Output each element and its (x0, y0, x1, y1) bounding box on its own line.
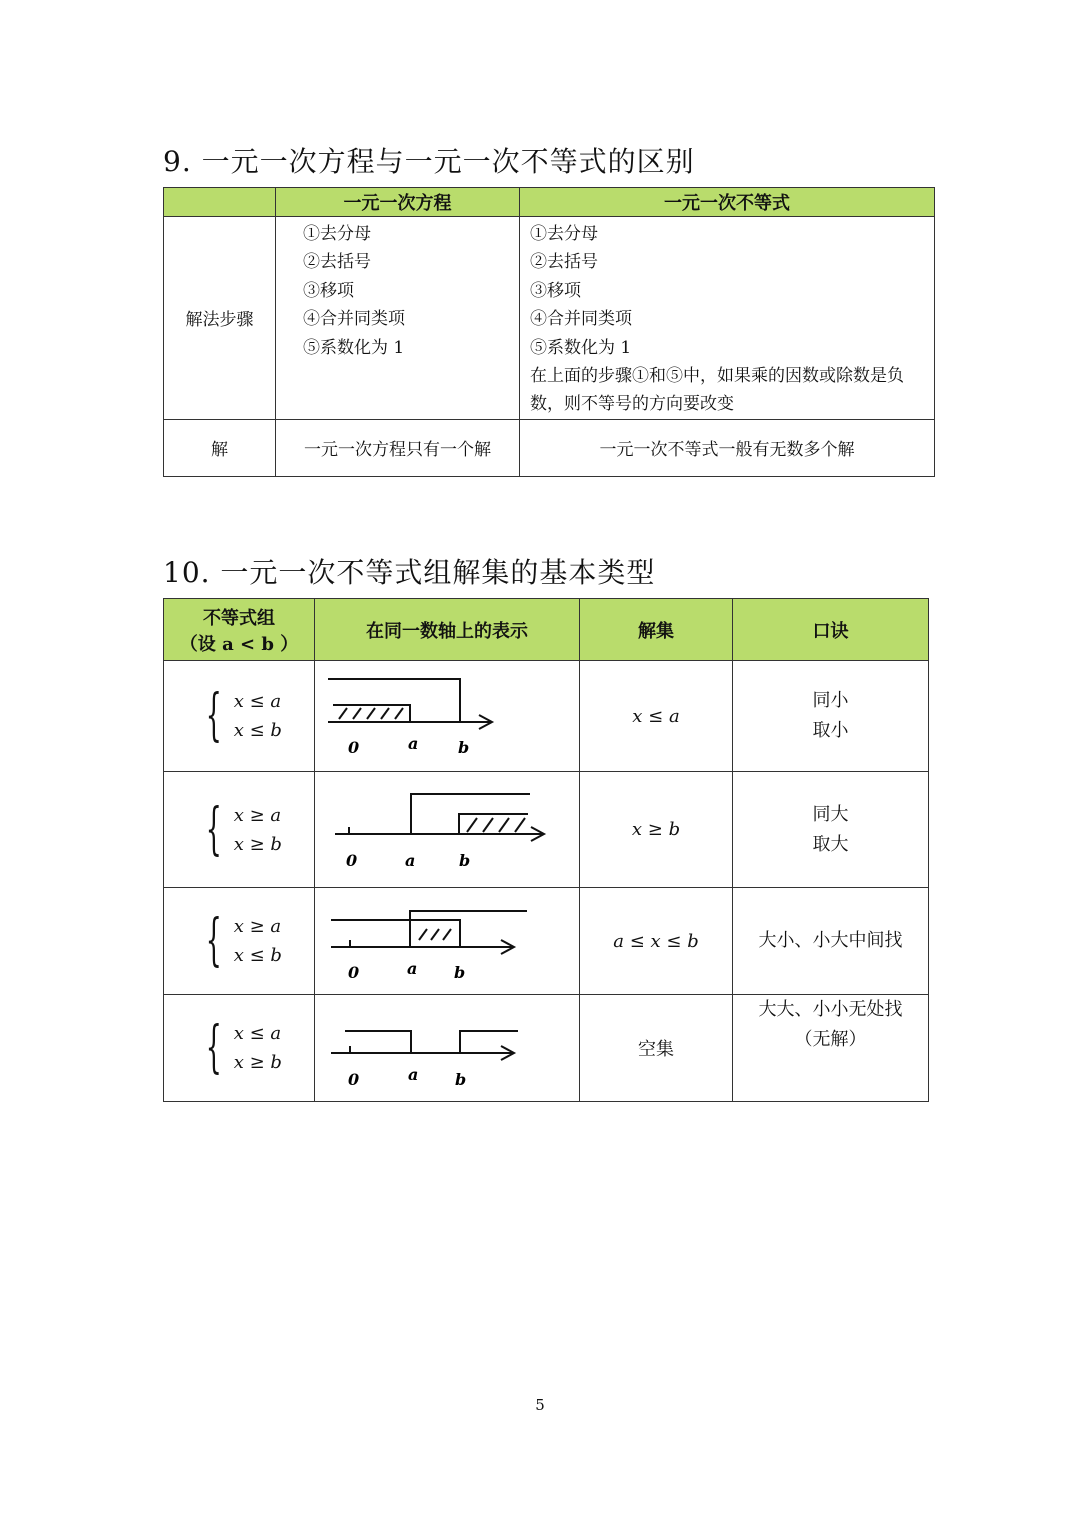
label-a: a (407, 959, 418, 978)
label-b: b (454, 963, 466, 982)
header-solution: 解集 (580, 599, 733, 661)
number-line-diagram (315, 772, 577, 882)
step-item: ④合并同类项 (530, 309, 632, 330)
brace-icon: { (205, 908, 222, 973)
section10-heading: 10. 一元一次不等式组解集的基本类型 (163, 556, 656, 589)
label-zero: 0 (348, 738, 360, 757)
header-system-line2: （设 a < b ） (179, 633, 299, 655)
range-x-ge-b (459, 814, 528, 834)
numberline-cell (315, 661, 580, 772)
hatching (467, 818, 525, 832)
range-x-ge-a (410, 911, 527, 947)
brace-icon: { (205, 683, 222, 748)
system-cell (164, 995, 315, 1102)
step-item: ⑤系数化为 1 (530, 337, 632, 358)
step-item: ②去括号 (303, 252, 371, 273)
solution-cell: x ≥ b (580, 772, 733, 888)
header-numberline: 在同一数轴上的表示 (315, 599, 580, 661)
step-item: ①去分母 (530, 224, 598, 244)
inequality-2: x ≤ b (233, 945, 282, 966)
section9-heading: 9. 一元一次方程与一元一次不等式的区别 (163, 145, 695, 178)
numberline-cell (315, 995, 580, 1102)
label-a: a (408, 734, 419, 753)
inequality-1: x ≤ a (233, 1023, 282, 1044)
inequality-2: x ≥ b (233, 833, 282, 855)
step-item: ③移项 (530, 280, 581, 301)
mnemonic-line2: （无解） (794, 1029, 867, 1050)
mnemonic-line1: 同大 (812, 803, 849, 825)
solution-cell: 空集 (580, 995, 733, 1102)
solution-label: 解 (164, 419, 276, 476)
brace-icon: { (205, 796, 222, 862)
header-equation: 一元一次方程 (276, 188, 520, 217)
label-zero: 0 (346, 851, 358, 870)
label-zero: 0 (348, 963, 360, 982)
step-item: ④合并同类项 (303, 309, 405, 330)
label-a: a (405, 851, 416, 870)
hatching (339, 708, 403, 719)
number-line-diagram (315, 995, 577, 1096)
equation-solution: 一元一次方程只有一个解 (276, 419, 520, 476)
header-blank (164, 188, 276, 217)
inequality-2: x ≤ b (233, 720, 282, 741)
inequality-2: x ≥ b (233, 1052, 282, 1073)
label-b: b (458, 738, 470, 757)
table-row (164, 995, 929, 1102)
brace-icon: { (205, 1015, 222, 1080)
inequality-system-table (163, 598, 929, 1102)
label-a: a (408, 1065, 419, 1084)
mnemonic-line2: 取小 (812, 720, 849, 741)
solution-cell: a ≤ x ≤ b (580, 888, 733, 995)
label-b: b (459, 851, 471, 870)
hatching (419, 929, 451, 940)
sign-change-note: 在上面的步骤①和⑤中，如果乘的因数或除数是负数，则不等号的方向要改变 (530, 365, 904, 415)
page-number: 5 (535, 1396, 545, 1414)
numberline-cell (315, 772, 580, 888)
inequality-solution: 一元一次不等式一般有无数多个解 (520, 419, 935, 476)
label-zero: 0 (348, 1070, 360, 1089)
system-cell (164, 888, 315, 995)
system-cell (164, 661, 315, 772)
step-item: ⑤系数化为 1 (303, 337, 405, 358)
header-inequality: 一元一次不等式 (520, 188, 935, 217)
mnemonic-line1: 同小 (812, 690, 849, 711)
step-item: ③移项 (303, 280, 354, 301)
inequality-1: x ≤ a (233, 691, 282, 712)
inequality-1: x ≥ a (233, 916, 282, 937)
solution-cell: x ≤ a (580, 661, 733, 772)
system-cell (164, 772, 315, 888)
number-line-diagram (315, 661, 577, 766)
mnemonic-line2: 取大 (812, 833, 849, 855)
mnemonic-cell (733, 661, 929, 772)
range-x-le-a (345, 1031, 411, 1053)
table-row (164, 888, 929, 995)
inequality-steps (520, 217, 935, 420)
steps-label: 解法步骤 (164, 217, 276, 420)
inequality-1: x ≥ a (233, 804, 282, 826)
mnemonic-line1: 大小、小大中间找 (758, 930, 903, 951)
table-row (164, 772, 929, 888)
header-mnemonic: 口诀 (733, 599, 929, 661)
header-system-line1: 不等式组 (203, 607, 275, 629)
numberline-cell (315, 888, 580, 995)
table-row (164, 661, 929, 772)
number-line-diagram (315, 888, 577, 989)
comparison-table (163, 187, 935, 477)
label-b: b (455, 1070, 467, 1089)
mnemonic-line1: 大大、小小无处找 (758, 999, 903, 1020)
range-x-le-b (328, 679, 460, 722)
mnemonic-cell (733, 888, 929, 995)
step-item: ②去括号 (530, 252, 598, 273)
equation-steps (276, 217, 520, 420)
step-item: ①去分母 (303, 224, 371, 244)
mnemonic-cell (733, 995, 929, 1102)
mnemonic-cell (733, 772, 929, 888)
header-system (164, 599, 315, 661)
